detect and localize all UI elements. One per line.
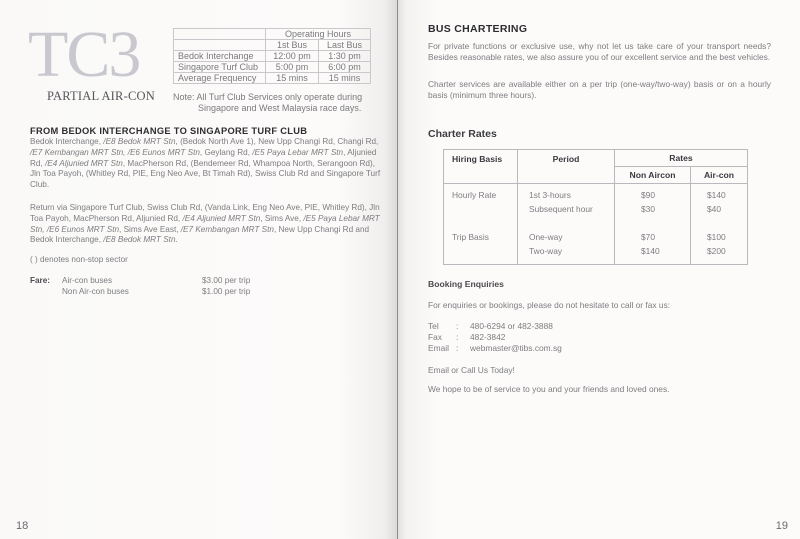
fare-row [62, 287, 302, 298]
first-bus-time: 12:00 pm [266, 51, 319, 62]
route-text: , Sims Ave East, [119, 224, 181, 234]
spacer [529, 216, 614, 230]
route-text: . [175, 235, 178, 245]
last-bus-time: 1:30 pm [319, 51, 371, 62]
route-text: , (Bedok North Ave 1), New Upp Changi Rd, Changi Rd, [175, 137, 379, 146]
note-line-2: Singapore and West Malaysia race days. [198, 103, 362, 113]
aircon-rate: $100 [707, 232, 726, 242]
email-address: webmaster@tibs.com.sg [470, 343, 562, 353]
first-bus-header: 1st Bus [266, 40, 319, 51]
fare-bus-type: Non Air-con buses [62, 286, 129, 296]
table-header-row [444, 150, 748, 167]
mrt-station-text: /E8 Bedok MRT Stn [103, 137, 176, 146]
spacer [641, 216, 690, 230]
route-text: , Sims Ave, [260, 213, 304, 223]
operating-hours-table [173, 28, 371, 84]
contact-row-tel [428, 321, 562, 332]
last-bus-header: Last Bus [319, 40, 371, 51]
route-text: , Geylang Rd, [199, 147, 253, 157]
basis-cell [452, 244, 517, 258]
nonstop-legend: ( ) denotes non-stop sector [30, 255, 128, 264]
route-heading: FROM BEDOK INTERCHANGE TO SINGAPORE TURF CLUB [30, 126, 308, 136]
closing-line: We hope to be of service to you and your friends and loved ones. [428, 384, 670, 394]
period-column [518, 184, 615, 265]
contact-key: Fax [428, 332, 442, 342]
booking-intro: For enquiries or bookings, please do not hesitate to call or fax us: [428, 300, 671, 310]
first-bus-frequency: 15 mins [266, 73, 319, 84]
mrt-station-text: /E5 Paya Lebar MRT Stn, /E6 Eunos MRT Stn [30, 213, 380, 234]
period-cell: Two-way [529, 246, 563, 256]
aircon-column [691, 184, 748, 265]
route-text: , Aljunied Rd, [30, 147, 377, 168]
fax-number: 482-3842 [470, 332, 506, 342]
phone-number: 480-6294 or 482-3888 [470, 321, 553, 331]
period-cell: 1st 3-hours [529, 190, 571, 200]
route-text: , New Upp Changi Rd and Bedok Interchange, [30, 224, 370, 245]
mrt-station-text: /E4 Aljunied MRT Stn [182, 213, 261, 223]
hiring-basis-header: Hiring Basis [444, 150, 518, 184]
note-line-1: Note: All Turf Club Services only operate during [173, 92, 363, 102]
hiring-basis-column [444, 184, 518, 265]
row-label: Average Frequency [174, 73, 266, 84]
fare-price: $1.00 per trip [202, 286, 251, 296]
table-row [174, 62, 371, 73]
period-header: Period [518, 150, 615, 184]
mrt-station-text: /E4 Aljunied MRT Stn [45, 158, 123, 168]
row-label: Singapore Turf Club [174, 62, 266, 73]
call-to-action: Email or Call Us Today! [428, 365, 515, 375]
route-from-description [30, 137, 385, 191]
period-cell: Subsequent hour [529, 204, 593, 214]
page-number: 18 [16, 520, 29, 532]
table-subheader-row [174, 40, 371, 51]
period-cell: One-way [529, 232, 563, 242]
route-text: , MacPherson Rd, (Bendemeer Rd, Whampoa North, Serangoon Rd), Jln Toa Payoh, (Whitley Rd, PIE, Eng Neo Ave, Bt Timah Rd), Swiss Club Rd and Singapore Turf Club. [30, 158, 381, 190]
intro-paragraph: For private functions or exclusive use, why not let us take care of your transport needs? Besides reasonable rates, we also assure you of our excellent service and the best vehicles. [428, 41, 771, 62]
aircon-header: Air-con [691, 167, 748, 184]
spacer [707, 216, 747, 230]
non-aircon-rate: $70 [641, 232, 655, 242]
fare-label: Fare: [30, 276, 51, 285]
non-aircon-rate: $90 [641, 190, 655, 200]
section-title: BUS CHARTERING [428, 23, 528, 35]
contact-row-fax [428, 332, 562, 343]
mrt-station-text: /E7 Kembangan MRT Stn [180, 224, 274, 234]
page-number: 19 [775, 520, 788, 532]
contact-separator: : [456, 332, 459, 342]
race-day-note [173, 92, 362, 114]
last-bus-frequency: 15 mins [319, 73, 371, 84]
mrt-station-text: /E5 Paya Lebar MRT Stn [252, 147, 344, 157]
fare-price: $3.00 per trip [202, 276, 251, 285]
empty-header-cell [174, 29, 266, 40]
non-aircon-rate: $30 [641, 204, 655, 214]
charter-rates-table [443, 149, 748, 265]
fare-bus-type: Air-con buses [62, 276, 113, 285]
contact-separator: : [456, 343, 459, 353]
non-aircon-rate: $140 [641, 246, 660, 256]
non-aircon-header: Non Aircon [615, 167, 691, 184]
basis-cell [452, 202, 517, 216]
route-text: Return via Singapore Turf Club, Swiss Club Rd, (Vanda Link, Eng Neo Ave, PIE, Whitley Rd), Jln Toa Payoh, MacPherson Rd, Aljunied Rd, [30, 203, 380, 223]
spacer [452, 216, 517, 230]
table-header-row [174, 29, 371, 40]
row-label: Bedok Interchange [174, 51, 266, 62]
mrt-station-text: /E8 Bedok MRT Stn [103, 235, 176, 245]
booking-enquiries-heading: Booking Enquiries [428, 279, 504, 289]
contact-row-email [428, 343, 562, 354]
route-return-description [30, 203, 385, 246]
last-bus-time: 6:00 pm [319, 62, 371, 73]
table-row [174, 51, 371, 62]
charter-rates-heading: Charter Rates [428, 128, 497, 140]
mrt-station-text: /E7 Kembangan MRT Stn, /E6 Eunos MRT Stn [30, 147, 200, 157]
first-bus-time: 5:00 pm [266, 62, 319, 73]
aircon-rate: $140 [707, 190, 726, 200]
table-row [174, 73, 371, 84]
contact-key: Email [428, 343, 449, 353]
service-logo: TC3 [28, 18, 140, 91]
route-text: Bedok Interchange, [30, 137, 104, 146]
operating-hours-header: Operating Hours [266, 29, 371, 40]
page-left [0, 0, 397, 539]
contact-separator: : [456, 321, 459, 331]
contact-key: Tel [428, 321, 439, 331]
basis-cell: Hourly Rate [452, 190, 497, 200]
page-right [397, 0, 800, 539]
aircon-rate: $200 [707, 246, 726, 256]
aircon-rate: $40 [707, 204, 721, 214]
basis-cell: Trip Basis [452, 232, 489, 242]
fare-row [62, 276, 302, 287]
non-aircon-column [615, 184, 691, 265]
empty-subheader-cell [174, 40, 266, 51]
rates-header: Rates [615, 150, 748, 167]
table-body-row [444, 184, 748, 265]
charter-basis-paragraph: Charter services are available either on a per trip (one-way/two-way) basis or on a hourly basis (minimum three hours). [428, 79, 771, 100]
service-subtitle: PARTIAL AIR-CON [47, 89, 155, 103]
contact-details [428, 321, 562, 354]
